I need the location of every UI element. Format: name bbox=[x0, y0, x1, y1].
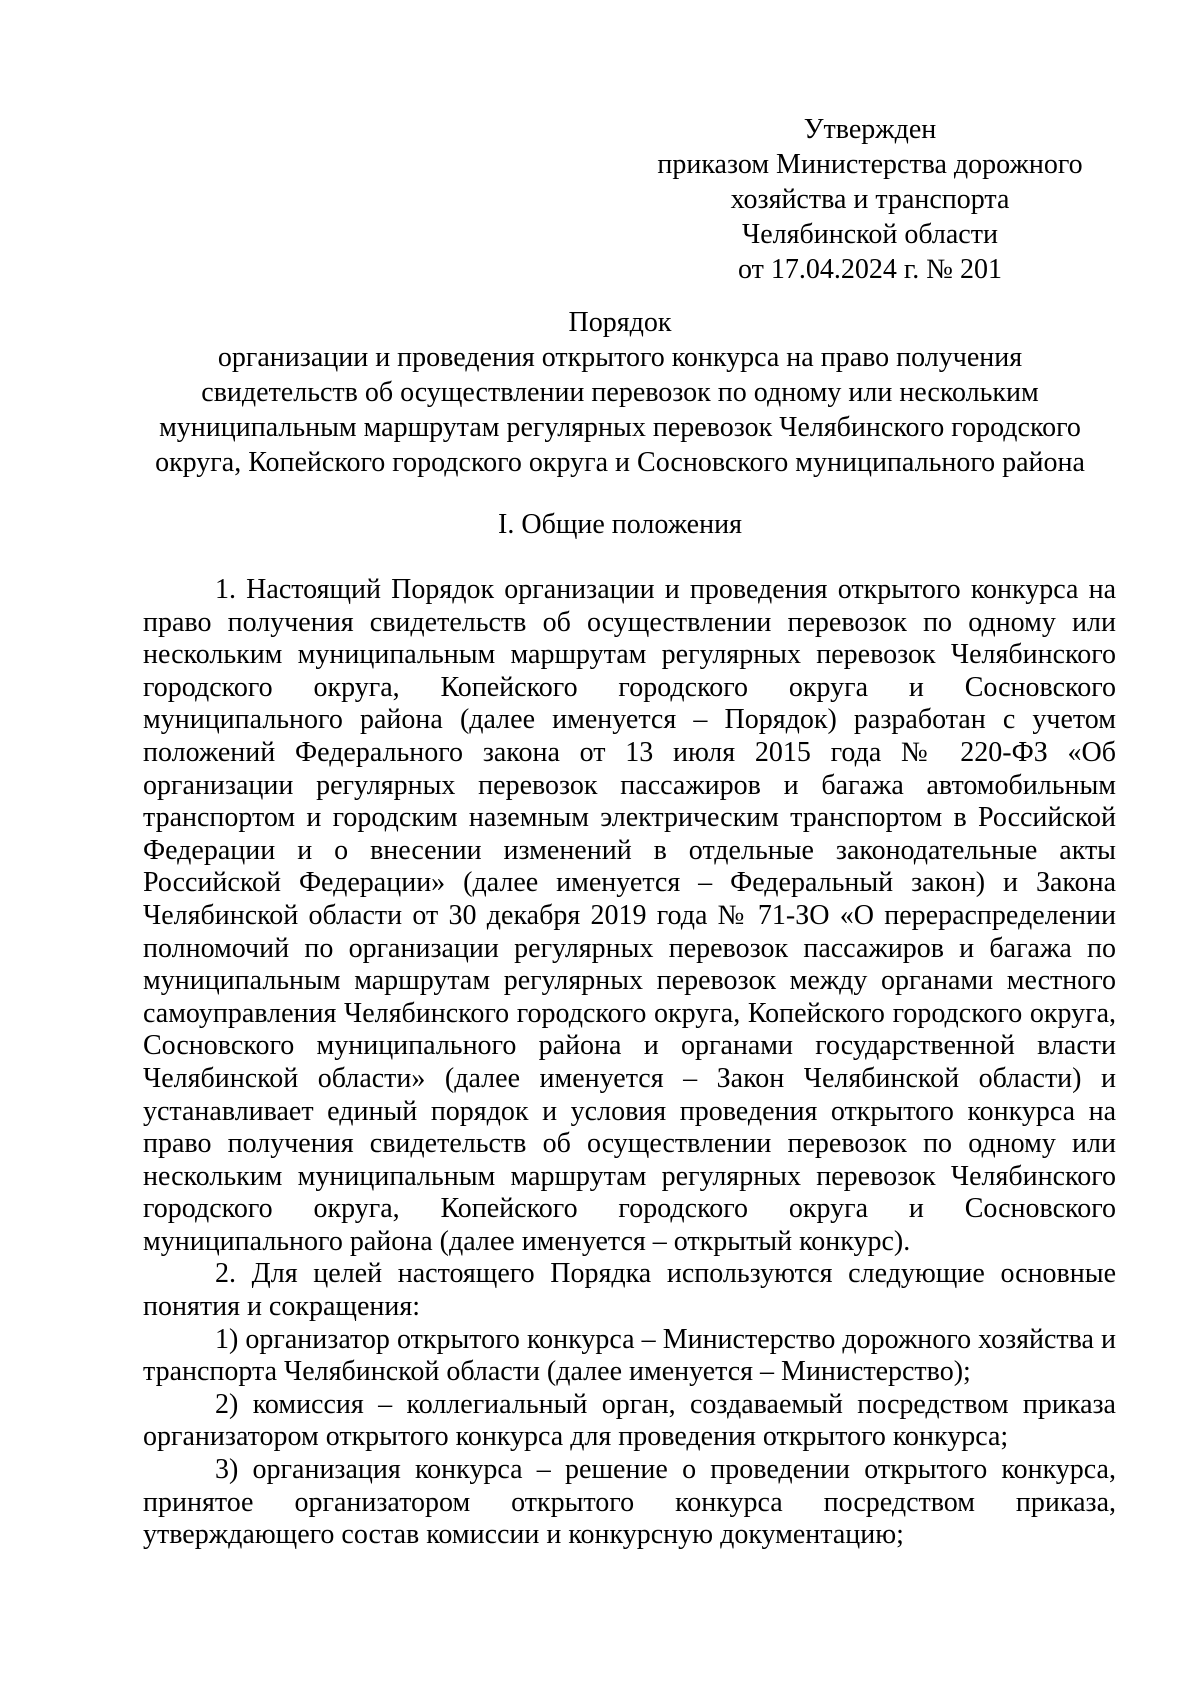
approval-line: от 17.04.2024 г. № 201 bbox=[738, 254, 1002, 285]
document-title bbox=[130, 305, 1110, 480]
approval-line: Утвержден bbox=[803, 114, 937, 145]
approval-line: хозяйства и транспорта bbox=[730, 184, 1010, 215]
section-heading: I. Общие положения bbox=[498, 509, 742, 540]
title-line: муниципальным маршрутам регулярных перевозок Челябинского городского bbox=[159, 412, 1081, 443]
document-body bbox=[143, 574, 1116, 1552]
paragraph: 1) организатор открытого конкурса – Министерство дорожного хозяйства и транспорта Челябинской области (далее именуется – Министерство); bbox=[143, 1323, 1116, 1388]
title-line: Порядок bbox=[568, 307, 672, 338]
approval-line: приказом Министерства дорожного bbox=[657, 149, 1083, 180]
paragraph: 3) организация конкурса – решение о проведении открытого конкурса, принятое организатором открытого конкурса посредством приказа, утверждающего состав комиссии и конкурсную документацию; bbox=[143, 1454, 1116, 1551]
paragraph: 1. Настоящий Порядок организации и проведения открытого конкурса на право получения свидетельств об осуществлении перевозок по одному или нескольким муниципальным маршрутам регулярных перевозок Челябинского городского округа, Копейского городского округа и Сосновского муниципального района (далее именуется – Порядок) разработан с учетом положений Федерального закона от 13 июля 2015 года № 220-ФЗ «Об организации регулярных перевозок пассажиров и багажа автомобильным транспортом и городским наземным электрическим транспортом в Российской Федерации и о внесении изменений в отдельные законодательные акты Российской Федерации» (далее именуется – Федеральный закон) и Закона Челябинской области от 30 декабря 2019 года № 71-ЗО «О перераспределении полномочий по организации регулярных перевозок пассажиров и багажа по муниципальным маршрутам регулярных перевозок между органами местного самоуправления Челябинского городского округа, Копейского городского округа, Сосновского муниципального района и органами государственной власти Челябинской области» (далее именуется – Закон Челябинской области) и устанавливает единый порядок и условия проведения открытого конкурса на право получения свидетельств об осуществлении перевозок по одному или нескольким муниципальным маршрутам регулярных перевозок Челябинского городского округа, Копейского городского округа и Сосновского муниципального района (далее именуется – открытый конкурс). bbox=[143, 574, 1116, 1257]
approval-stamp bbox=[640, 112, 1100, 287]
title-line: свидетельств об осуществлении перевозок по одному или нескольким bbox=[201, 377, 1039, 408]
approval-line: Челябинской области bbox=[742, 219, 998, 250]
title-line: округа, Копейского городского округа и Сосновского муниципального района bbox=[155, 447, 1085, 478]
paragraph: 2. Для целей настоящего Порядка используются следующие основные понятия и сокращения: bbox=[143, 1258, 1116, 1323]
paragraph: 2) комиссия – коллегиальный орган, создаваемый посредством приказа организатором открытого конкурса для проведения открытого конкурса; bbox=[143, 1388, 1116, 1453]
title-line: организации и проведения открытого конкурса на право получения bbox=[217, 342, 1023, 373]
